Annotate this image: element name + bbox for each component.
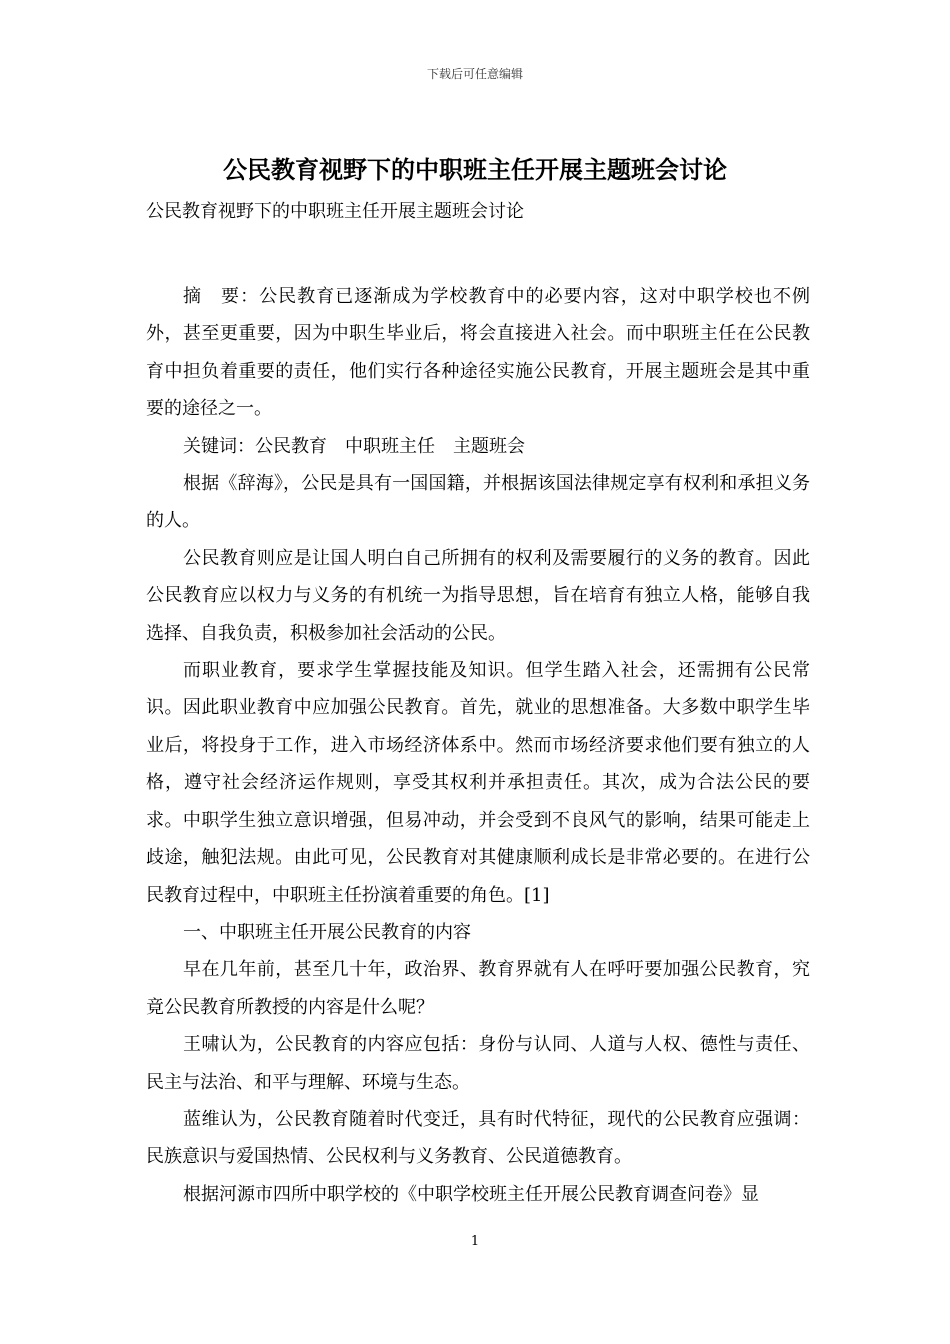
- document-subtitle: 公民教育视野下的中职班主任开展主题班会讨论: [146, 201, 524, 222]
- section-heading: 一、中职班主任开展公民教育的内容: [183, 921, 471, 943]
- body-paragraph: 而职业教育，要求学生掌握技能及知识。但学生踏入社会，还需拥有公民常识。因此职业教育中应加强公民教育。首先，就业的思想准备。大多数中职学生毕业后，将投身于工作，进入市场经济体系中。然而市场经济要求他们要有独立的人格，遵守社会经济运作规则，享受其权利并承担责任。其次，成为合法公民的要求。中职学生独立意识增强，但易冲动，并会受到不良风气的影响，结果可能走上歧途，触犯法规。由此可见，公民教育对其健康顺利成长是非常必要的。在进行公民教育过程中，中职班主任扮演着重要的角色。[1]: [146, 660, 810, 906]
- document-body: [146, 193, 810, 1213]
- body-paragraph: 根据《辞海》，公民是具有一国国籍，并根据该国法律规定享有权利和承担义务的人。: [146, 473, 810, 532]
- body-paragraph: 蓝维认为，公民教育随着时代变迁，具有时代特征，现代的公民教育应强调：民族意识与爱国热情、公民权利与义务教育、公民道德教育。: [146, 1108, 810, 1168]
- keywords-paragraph: 关键词：公民教育 中职班主任 主题班会: [183, 435, 525, 457]
- blank-line: [146, 230, 810, 278]
- document-title: 公民教育视野下的中职班主任开展主题班会讨论: [223, 155, 727, 184]
- abstract-paragraph: 摘 要：公民教育已逐渐成为学校教育中的必要内容，这对中职学校也不例外，甚至更重要，因为中职生毕业后，将会直接进入社会。而中职班主任在公民教育中担负着重要的责任，他们实行各种途径实施公民教育，开展主题班会是其中重要的途径之一。: [146, 286, 810, 420]
- header-note: 下载后可任意编辑: [426, 67, 523, 81]
- body-paragraph: 早在几年前，甚至几十年，政治界、教育界就有人在呼吁要加强公民教育，究竟公民教育所教授的内容是什么呢？: [146, 959, 810, 1018]
- body-paragraph: 公民教育则应是让国人明白自己所拥有的权利及需要履行的义务的教育。因此公民教育应以权力与义务的有机统一为指导思想，旨在培育有独立人格，能够自我选择、自我负责，积极参加社会活动的公民。: [146, 547, 810, 644]
- body-paragraph: 根据河源市四所中职学校的《中职学校班主任开展公民教育调查问卷》显: [183, 1183, 759, 1205]
- body-paragraph: 王啸认为，公民教育的内容应包括：身份与认同、人道与人权、德性与责任、民主与法治、和平与理解、环境与生态。: [146, 1034, 810, 1093]
- page-number: 1: [470, 1234, 480, 1249]
